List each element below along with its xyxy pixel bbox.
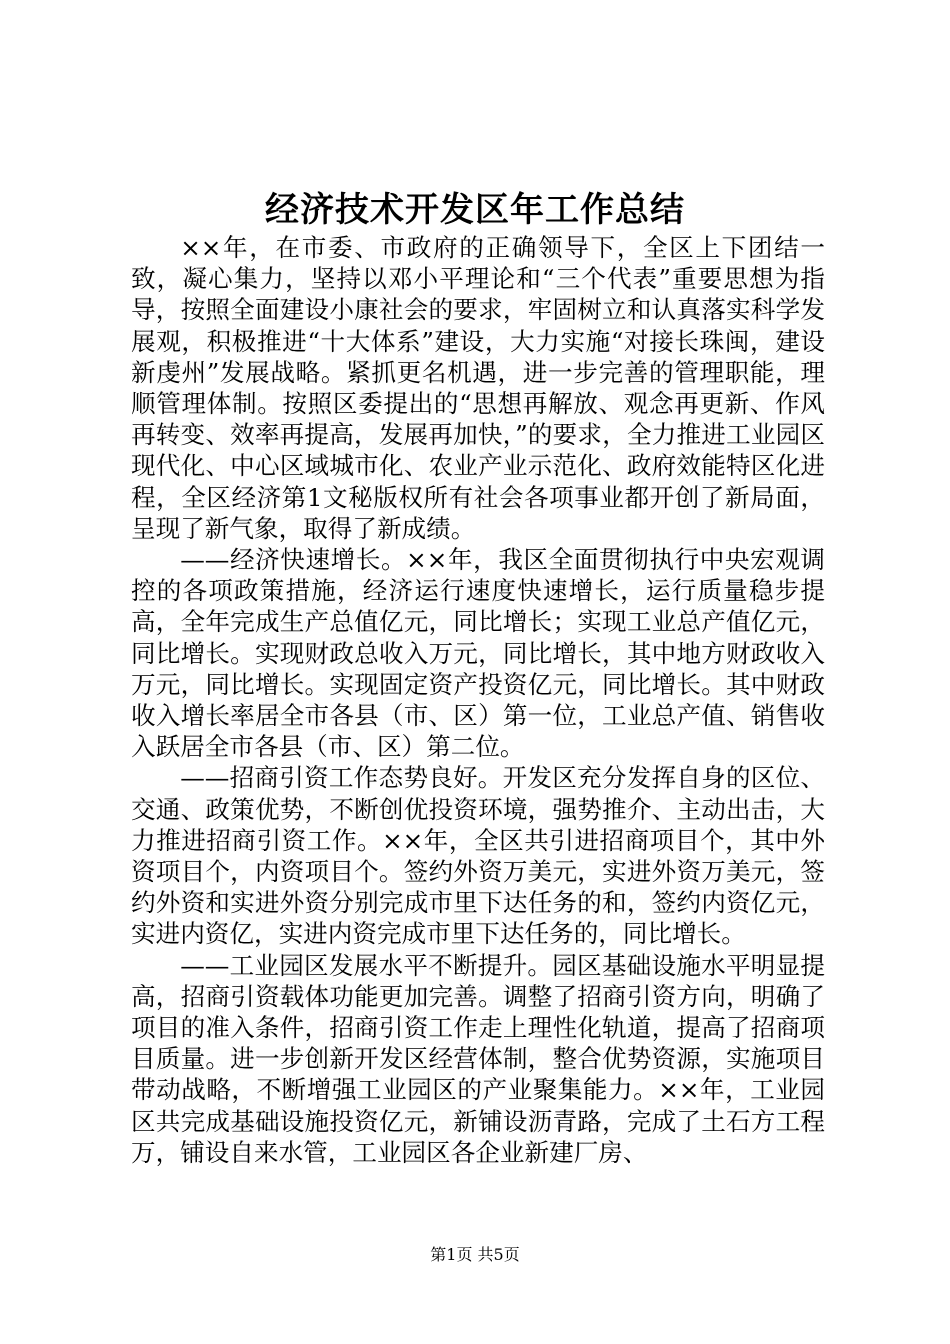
paragraph-industrial-park: ——工业园区发展水平不断提升。园区基础设施水平明显提高，招商引资载体功能更加完善。调整了招商引资方向，明确了项目的准入条件，招商引资工作走上理性化轨道，提高了招商项目质量。进一步创新开发区经营体制，整合优势资源，实施项目带动战略，不断增强工业园区的产业聚集能力。××年，工业园区共完成基础设施投资亿元，新铺设沥青路，完成了土石方工程万，铺设自来水管，工业园区各企业新建厂房、 xyxy=(131,950,825,1167)
paragraph-economic-growth: ——经济快速增长。××年，我区全面贯彻执行中央宏观调控的各项政策措施，经济运行速度快速增长，运行质量稳步提高，全年完成生产总值亿元，同比增长；实现工业总产值亿元，同比增长。实现财政总收入万元，同比增长，其中地方财政收入万元，同比增长。实现固定资产投资亿元，同比增长。其中财政收入增长率居全市各县（市、区）第一位，工业总产值、销售收入跃居全市各县（市、区）第二位。 xyxy=(131,545,825,762)
paragraph-investment-attraction: ——招商引资工作态势良好。开发区充分发挥自身的区位、交通、政策优势，不断创优投资环境，强势推介、主动出击，大力推进招商引资工作。××年，全区共引进招商项目个，其中外资项目个，内资项目个。签约外资万美元，实进外资万美元，签约外资和实进外资分别完成市里下达任务的和，签约内资亿元，实进内资亿，实进内资完成市里下达任务的，同比增长。 xyxy=(131,763,825,949)
paragraph-intro: ××年，在市委、市政府的正确领导下，全区上下团结一致，凝心集力，坚持以邓小平理论和“三个代表”重要思想为指导，按照全面建设小康社会的要求，牢固树立和认真落实科学发展观，积极推进“十大体系”建设，大力实施“对接长珠闽，建设新虔州”发展战略。紧抓更名机遇，进一步完善的管理职能，理顺管理体制。按照区委提出的“思想再解放、观念再更新、作风再转变、效率再提高，发展再加快，”的要求，全力推进工业园区现代化、中心区域城市化、农业产业示范化、政府效能特区化进程，全区经济第1文秘版权所有社会各项事业都开创了新局面，呈现了新气象，取得了新成绩。 xyxy=(131,233,825,543)
page-footer: 第1页 共5页 xyxy=(430,1245,520,1264)
document-title: 经济技术开发区年工作总结 xyxy=(265,190,685,230)
document-body xyxy=(131,232,825,1168)
